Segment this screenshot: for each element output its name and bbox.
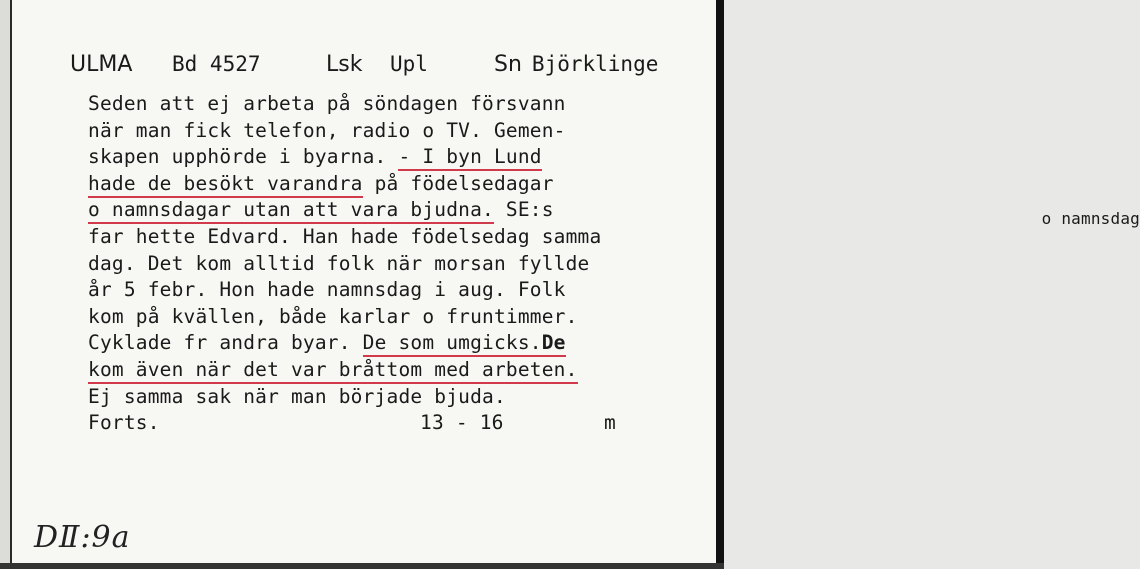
underlined-text: kom även när det var bråttom med arbeten.	[88, 358, 578, 384]
text-line-8: år 5 febr. Hon hade namnsdag i aug. Folk	[88, 278, 566, 302]
text-line-1: Seden att ej arbeta på söndagen försvann	[88, 92, 566, 115]
card-left-edge	[0, 0, 12, 569]
gender-mark: m	[604, 411, 616, 435]
forts-label: Forts.	[88, 411, 160, 435]
text-line-6: far hette Edvard. Han hade födelsedag samma	[88, 224, 602, 248]
underlined-text: hade de besökt varandra	[88, 172, 363, 198]
volume-number: Bd 4527	[172, 52, 261, 76]
underlined-text: - I byn Lund	[398, 145, 541, 171]
text-line-12: Ej samma sak när man började bjuda.	[88, 384, 506, 408]
handwritten-classification: DⅡ:9a	[34, 520, 131, 555]
underlined-text: De	[542, 331, 566, 357]
page-range: 13 - 16	[420, 411, 504, 435]
card-body	[88, 92, 1140, 438]
card-bottom-edge	[0, 563, 724, 569]
province-label: Lsk	[326, 52, 363, 77]
parish	[494, 52, 658, 77]
text-line-5: o namnsdagar utan att vara bjudna. SE:s $_{o namnsdag}$	[88, 198, 1140, 229]
archive-code: ULMA	[70, 52, 133, 77]
parish-label: Sn	[494, 52, 522, 77]
text-line-7: dag. Det kom alltid folk när morsan fyllde	[88, 251, 590, 275]
text-line-10: Cyklade fr andra byar. De som umgicks.De	[88, 331, 698, 358]
province-value: Upl	[390, 52, 428, 76]
text-line-11	[88, 358, 698, 385]
card-header	[70, 52, 690, 84]
text-line-4: hade de besökt varandra på födelsedagar	[88, 172, 698, 199]
card-right-edge	[716, 0, 724, 569]
text-line-9: kom på kvällen, både karlar o fruntimmer.	[88, 304, 578, 328]
text-line-2: när man fick telefon, radio o TV. Gemen-	[88, 118, 566, 142]
continuation-line	[88, 411, 698, 438]
underlined-text: o namnsdagar utan att vara bjudna.	[88, 198, 494, 224]
underlined-text: De som umgicks.	[363, 331, 542, 357]
text-line-3: skapen upphörde i byarna. - I byn Lund	[88, 145, 698, 172]
parish-value: Björklinge	[531, 52, 659, 76]
interlinear-insertion: o namnsdag	[1041, 209, 1140, 229]
